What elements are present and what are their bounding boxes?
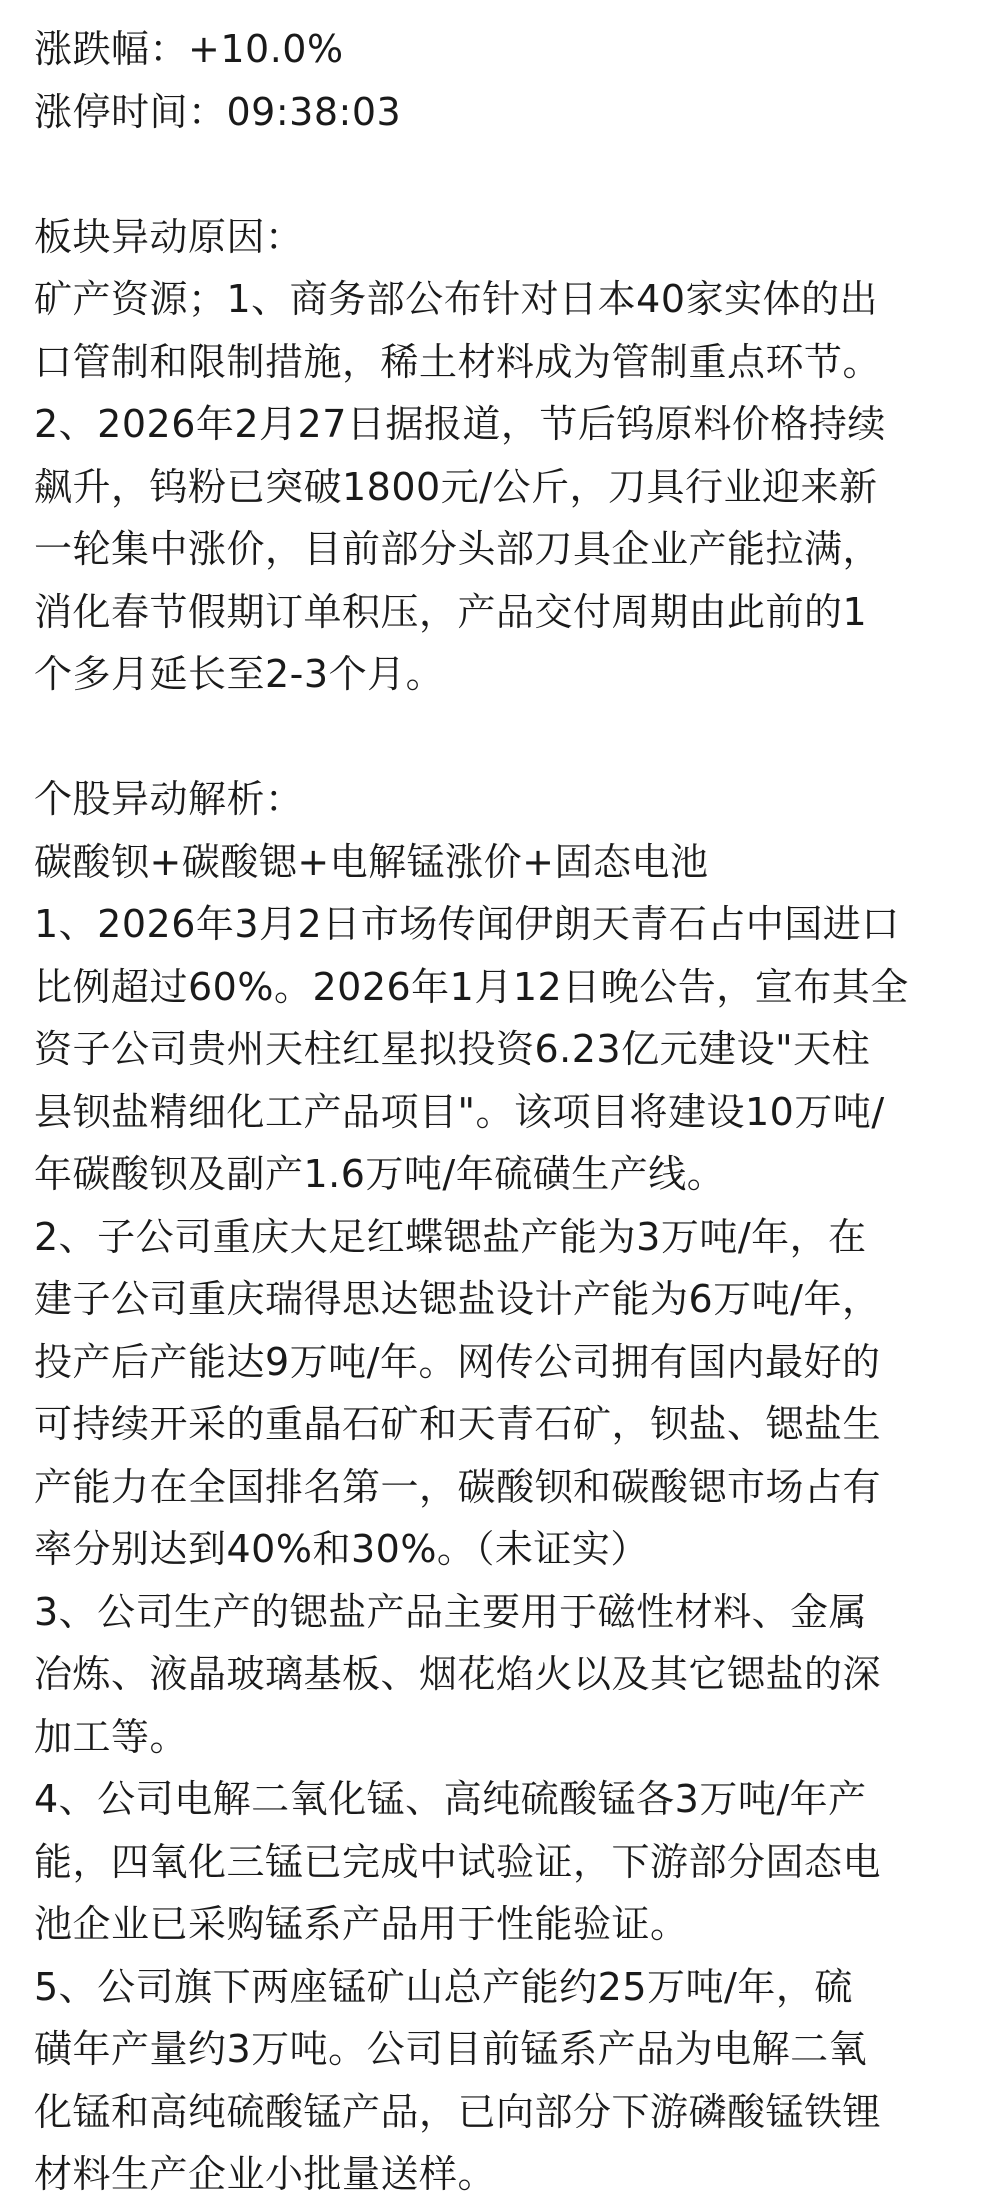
spacer	[34, 143, 984, 206]
sector-text-line: 一轮集中涨价，目前部分头部刀具企业产能拉满，	[34, 527, 882, 571]
limit-up-time-line: 涨停时间：09:38:03	[34, 89, 402, 134]
stock-text-line: 材料生产企业小批量送样。	[34, 2152, 497, 2196]
stock-text-line: 磺年产量约3万吨。公司目前锰系产品为电解二氧	[34, 2027, 868, 2071]
stock-text-line: 5、公司旗下两座锰矿山总产能约25万吨/年，硫	[34, 1964, 853, 2009]
sector-text-line: 飙升，钨粉已突破1800元/公斤，刀具行业迎来新	[34, 464, 878, 509]
stock-text-line: 可持续开采的重晶石矿和天青石矿，钡盐、锶盐生	[34, 1402, 882, 1446]
stock-text-line: 碳酸钡+碳酸锶+电解锰涨价+固态电池	[34, 839, 709, 884]
stock-text-line: 加工等。	[34, 1714, 189, 1759]
stock-text-line: 投产后产能达9万吨/年。网传公司拥有国内最好的	[34, 1339, 881, 1384]
stock-text-line: 产能力在全国排名第一，碳酸钡和碳酸锶市场占有	[34, 1464, 882, 1509]
sector-text-line: 口管制和限制措施，稀土材料成为管制重点环节。	[34, 339, 882, 384]
sector-text-line: 2、2026年2月27日据报道，节后钨原料价格持续	[34, 402, 886, 446]
sector-text-line: 消化春节假期订单积压，产品交付周期由此前的1	[34, 589, 868, 634]
stock-text-line: 1、2026年3月2日市场传闻伊朗天青石占中国进口	[34, 902, 900, 946]
stock-text-line: 2、子公司重庆大足红蝶锶盐产能为3万吨/年，在	[34, 1214, 867, 1259]
article-text	[34, 18, 984, 2206]
stock-text-line: 率分别达到40%和30%。（未证实）	[34, 1527, 649, 1571]
sector-text-line: 个多月延长至2-3个月。	[34, 652, 445, 696]
stock-text-line: 4、公司电解二氧化锰、高纯硫酸锰各3万吨/年产	[34, 1777, 867, 1821]
stock-text-line: 池企业已采购锰系产品用于性能验证。	[34, 1902, 689, 1946]
change-percent-line: 涨跌幅：+10.0%	[34, 27, 344, 71]
sector-text-line: 矿产资源；1、商务部公布针对日本40家实体的出	[34, 277, 879, 321]
stock-text-line: 能，四氧化三锰已完成中试验证，下游部分固态电	[34, 1839, 882, 1884]
stock-text-line: 建子公司重庆瑞得思达锶盐设计产能为6万吨/年，	[34, 1277, 881, 1321]
stock-text-line: 3、公司生产的锶盐产品主要用于磁性材料、金属	[34, 1589, 868, 1634]
sector-reason-heading: 板块异动原因：	[34, 214, 304, 259]
stock-text-line: 冶炼、液晶玻璃基板、烟花焰火以及其它锶盐的深	[34, 1652, 882, 1696]
stock-text-line: 年碳酸钡及副产1.6万吨/年硫磺生产线。	[34, 1152, 726, 1196]
stock-text-line: 资子公司贵州天柱红星拟投资6.23亿元建设"天柱	[34, 1027, 871, 1071]
spacer	[34, 706, 984, 769]
stock-analysis-heading: 个股异动解析：	[34, 777, 304, 821]
stock-text-line: 比例超过60%。2026年1月12日晚公告，宣布其全	[34, 964, 909, 1009]
stock-text-line: 化锰和高纯硫酸锰产品，已向部分下游磷酸锰铁锂	[34, 2089, 882, 2134]
stock-text-line: 县钡盐精细化工产品项目"。该项目将建设10万吨/	[34, 1089, 885, 1134]
